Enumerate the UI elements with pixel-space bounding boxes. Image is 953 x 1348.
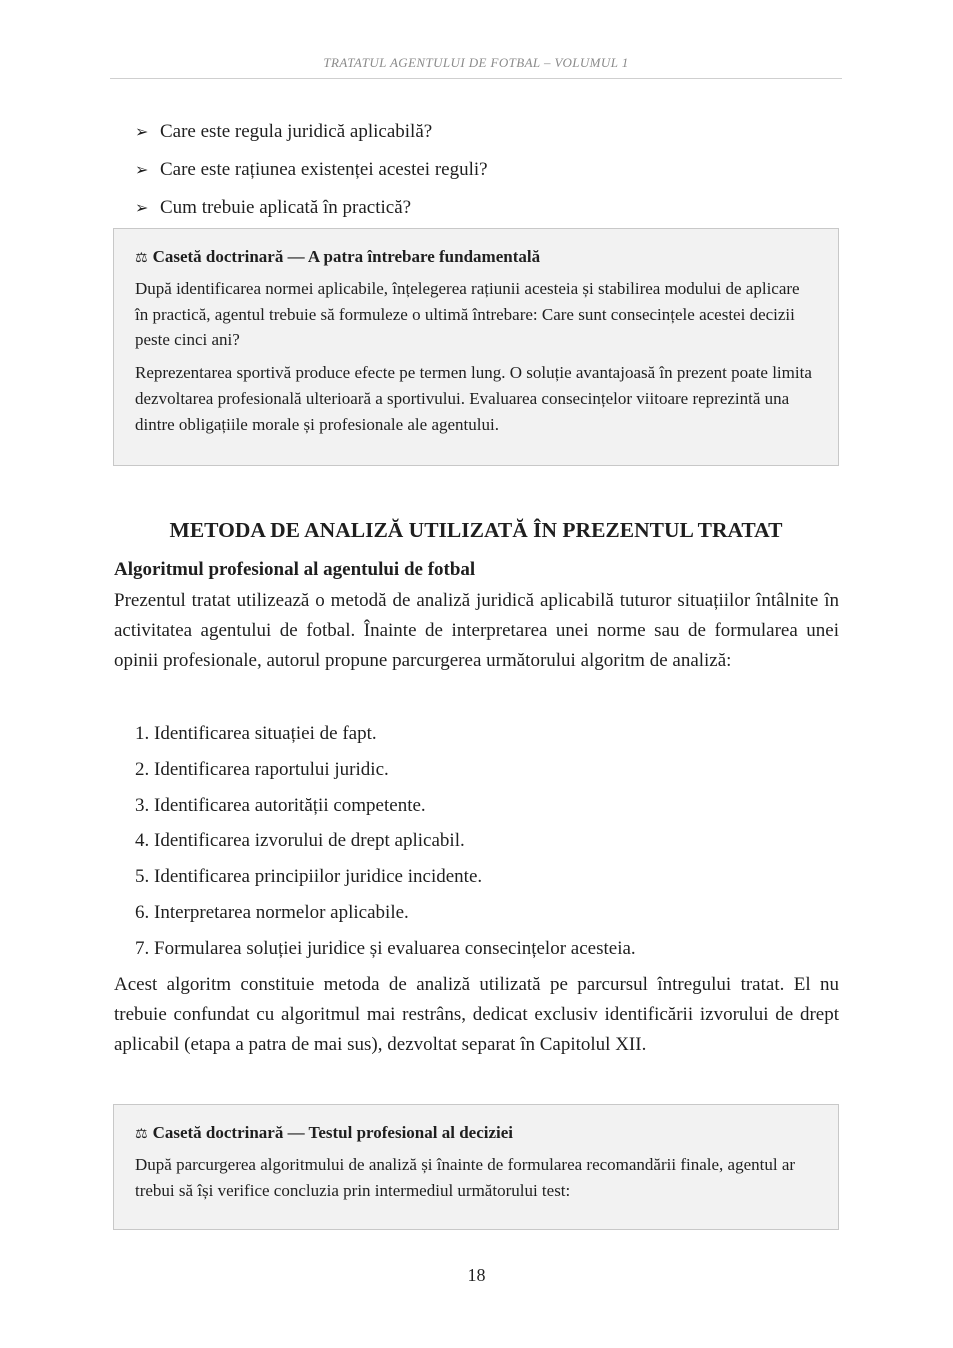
header-divider [110, 78, 842, 79]
closing-paragraph: Acest algoritm constituie metoda de analiză utilizată pe parcursul întregului tratat. El nu trebuie confundat cu algoritmul mai restrâns, dedicat exclusiv identificării izvorului de drept aplicabil (etapa a patra de mai sus), dezvoltat separat în Capitolul XII. [114, 974, 839, 1056]
arrow-bullet-icon: ➢ [135, 198, 149, 217]
list-item [135, 151, 488, 189]
doctrinal-box [113, 228, 839, 466]
doctrinal-box-label: Casetă doctrinară — A patra întrebare fundamentală [152, 247, 541, 266]
list-item [135, 113, 488, 151]
arrow-bullet-icon: ➢ [135, 160, 149, 179]
analysis-steps-list [135, 716, 636, 967]
doctrinal-box-paragraph: Reprezentarea sportivă produce efecte pe termen lung. O soluție avantajoasă în prezent poate limita dezvoltarea profesională ulterioară a sportivului. Evaluarea consecințelor viitoare reprezintă una dintre obligațiile morale și profesionale ale agentului. [135, 363, 812, 434]
question-text: Care este regula juridică aplicabilă? [160, 121, 433, 142]
list-item: 4. Identificarea izvorului de drept aplicabil. [135, 830, 465, 852]
scales-icon: ⚖ [135, 250, 148, 266]
doctrinal-box-title [135, 245, 817, 270]
list-item: 3. Identificarea autorității competente. [135, 794, 426, 816]
list-item: 5. Identificarea principiilor juridice incidente. [135, 866, 483, 888]
list-item: 7. Formularea soluției juridice și evaluarea consecințelor acesteia. [135, 937, 636, 959]
doctrinal-box [113, 1104, 839, 1230]
doctrinal-box-paragraph: După parcurgerea algoritmului de analiză și înainte de formularea recomandării finale, agentul ar trebui să își verifice concluzia prin intermediul următorului test: [135, 1155, 796, 1200]
question-text: Cum trebuie aplicată în practică? [160, 197, 412, 218]
list-item: 6. Interpretarea normelor aplicabile. [135, 901, 409, 923]
section-title: METODA DE ANALIZĂ UTILIZATĂ ÎN PREZENTUL TRATAT [169, 518, 783, 542]
intro-paragraph: Prezentul tratat utilizează o metodă de analiză juridică aplicabilă tuturor situațiilor întâlnite în activitatea agentului de fotbal. Înainte de interpretarea unei norme sau de formularea unei opinii profesionale, autorul propune parcurgerea următorului algoritm de analiză: [114, 590, 839, 672]
question-text: Care este rațiunea existenței acestei reguli? [160, 159, 488, 180]
running-header: TRATATUL AGENTULUI DE FOTBAL – VOLUMUL 1 [323, 55, 629, 70]
doctrinal-box-paragraph: După identificarea normei aplicabile, înțelegerea rațiunii acesteia și stabilirea modului de aplicare în practică, agentul trebuie să formuleze o ultimă întrebare: Care sunt consecințele acestei decizii peste cinci ani? [135, 279, 800, 350]
page-number: 18 [467, 1265, 486, 1285]
question-list [135, 113, 488, 227]
section-subtitle: Algoritmul profesional al agentului de fotbal [114, 559, 476, 580]
list-item: 1. Identificarea situației de fapt. [135, 723, 377, 744]
doctrinal-box-title [135, 1121, 817, 1146]
list-item [135, 189, 488, 227]
doctrinal-box-label: Casetă doctrinară — Testul profesional al deciziei [152, 1123, 514, 1142]
list-item: 2. Identificarea raportului juridic. [135, 758, 389, 780]
scales-icon: ⚖ [135, 1126, 148, 1142]
arrow-bullet-icon: ➢ [135, 122, 149, 141]
